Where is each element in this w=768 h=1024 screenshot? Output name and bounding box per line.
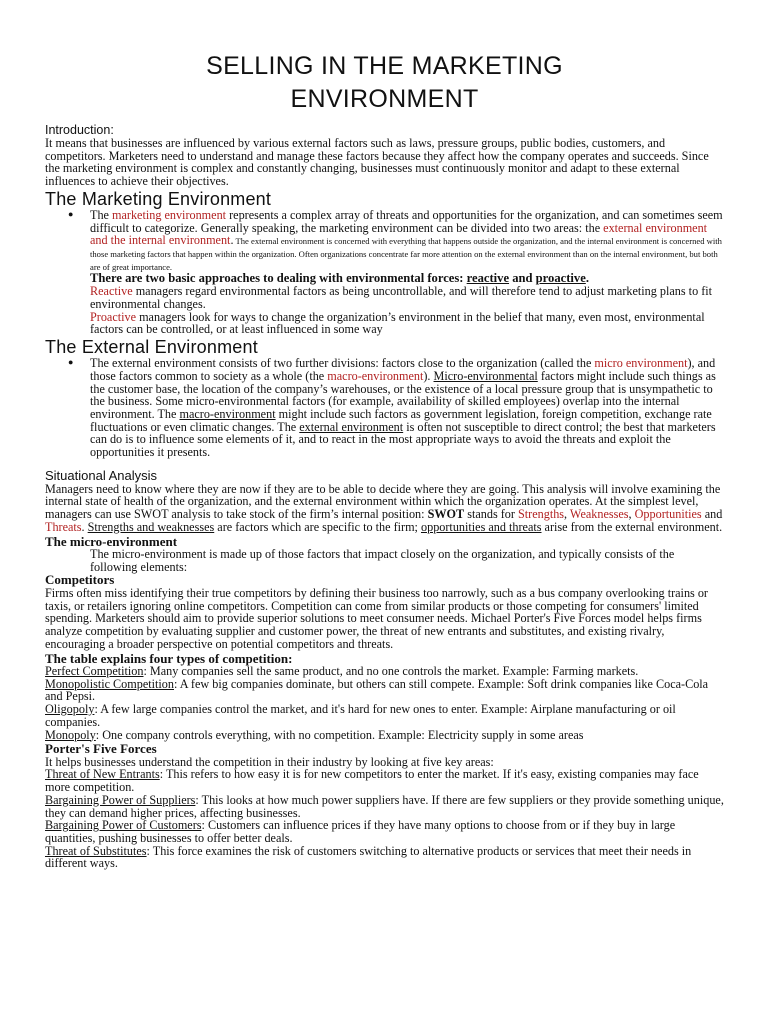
macro-environment-term: macro-environment — [179, 406, 276, 421]
external-environment-term: external environment — [299, 419, 404, 434]
force-term: Threat of New Entrants — [45, 767, 160, 782]
text-span: . — [585, 271, 589, 286]
five-forces-intro: It helps businesses understand the competition in their industry by looking at five key areas: — [45, 754, 494, 769]
marketing-environment-text — [90, 209, 724, 273]
micro-environment-link[interactable]: micro environment — [594, 356, 688, 371]
text-span: ). — [423, 368, 434, 383]
reactive-label: Reactive — [90, 284, 133, 299]
reactive-text — [90, 285, 724, 310]
opportunities-threats-term: opportunities and threats — [421, 519, 542, 534]
opportunities-term: Opportunities — [634, 507, 702, 522]
swot-term: SWOT — [427, 507, 465, 522]
five-forces-list — [45, 768, 724, 870]
five-forces-heading: Porter's Five Forces — [45, 741, 157, 757]
list-item — [45, 768, 724, 793]
list-item — [45, 794, 724, 819]
intro-heading: Introduction: — [45, 123, 114, 137]
competition-term: Oligopoly — [45, 702, 95, 717]
macro-environment-link[interactable]: macro-environment — [327, 368, 424, 383]
list-item — [45, 845, 724, 870]
text-span: might include such factors as government legislation, foreign competition, exchange rate fluctuations or even climatic changes. The — [90, 406, 712, 434]
situational-analysis-heading: Situational Analysis — [45, 467, 158, 483]
text-span: represents a complex array of threats and opportunities for the organization, and can sometimes seem difficult to categorize. Generally speaking, the marketing environment can be divided into two areas: the — [90, 207, 723, 235]
text-span: There are two basic approaches to dealing with environmental forces: — [90, 271, 467, 286]
strengths-term: Strengths — [518, 507, 565, 522]
text-span: arise from the external environment. — [541, 519, 723, 534]
text-span: factors might include such things as the customer base, the location of the company’s warehouses, or the existence of a local pressure group that is unsympathetic to the business. Some micro-environmental factors (for example, availability of skilled employees) overlap into the internal environment. The — [90, 368, 716, 421]
text-span: The — [90, 207, 112, 222]
force-term: Bargaining Power of Customers — [45, 818, 202, 833]
text-span: : Many companies sell the same product, and no one controls the market. Example: Farming markets. — [143, 664, 639, 678]
micro-environment-heading: The micro-environment — [45, 533, 178, 549]
text-span: ), and those factors common to society as a whole (the — [90, 356, 716, 383]
text-span: managers regard environmental factors as being uncontrollable, and will therefore tend to adjust marketing plans to fit environmental changes. — [90, 284, 713, 312]
text-span: : A few big companies dominate, but others can still compete. Example: Soft drink companies like Coca-Cola and Pepsi. — [45, 676, 709, 704]
situational-analysis-text — [45, 483, 724, 534]
competitors-text: Firms often miss identifying their true competitors by defining their business too narrowly, such as a bus company overlooking trains or taxis, or retailers ignoring online competitors. Competition can come from similar products or those competing for consumers' limited spending. Marketers should aim to provide superior solutions to meet consumer needs. Michael Porter's Five Forces model helps firms analyze competition by evaluating supplier and customer power, the threat of new entrants and substitutes, and existing rivalry, encouraging a broader perspective on potential competitors and threats. — [45, 585, 708, 651]
text-span: : This refers to how easy it is for new competitors to enter the market. If it's easy, existing companies may face more competition. — [45, 767, 699, 795]
text-span: , — [564, 507, 570, 522]
text-span: . — [81, 519, 88, 534]
weaknesses-term: Weaknesses — [569, 507, 629, 522]
document-title — [45, 0, 724, 116]
text-span: : Customers can influence prices if they have many options to choose from or if they buy in large quantities, pushing businesses to offer better deals. — [45, 818, 676, 845]
list-item — [45, 819, 724, 844]
competitors-heading: Competitors — [45, 572, 115, 588]
competition-types-list — [45, 665, 724, 741]
marketing-environment-item — [90, 209, 724, 336]
text-span: are factors which are specific to the firm; — [214, 519, 421, 534]
text-span: . — [230, 233, 234, 248]
micro-environmental-term: Micro-environmental — [433, 368, 538, 383]
list-item — [45, 703, 724, 728]
external-environment-text — [90, 357, 724, 459]
force-term: Bargaining Power of Suppliers — [45, 792, 196, 807]
competition-types-heading: The table explains four types of competition: — [45, 650, 293, 666]
text-span: : A few large companies control the market, and it's hard for new ones to enter. Example: Airplane manufacturing or oil companies. — [45, 702, 676, 729]
marketing-environment-link[interactable]: marketing environment — [112, 207, 227, 222]
threats-term: Threats — [45, 519, 82, 534]
marketing-environment-list — [45, 209, 724, 336]
proactive-text — [90, 311, 724, 336]
force-term: Threat of Substitutes — [45, 843, 147, 858]
external-environment-item — [90, 357, 724, 459]
text-span: , — [628, 507, 635, 522]
proactive-label: Proactive — [90, 309, 137, 324]
competition-term: Perfect Competition — [45, 664, 144, 678]
text-span: The external environment consists of two further divisions: factors close to the organization (called the — [90, 356, 595, 371]
text-span: Managers need to know where they are now if they are to be able to decide where they are going. This analysis will involve examining the internal state of health of the organization, and the external environment within which the organization operates. At the simplest level, managers can use SWOT analysis to take stock of the firm’s internal position: — [45, 481, 721, 522]
text-span: stands for — [464, 507, 518, 522]
proactive-term: proactive — [535, 271, 586, 286]
competition-term: Monopoly — [45, 727, 96, 742]
text-span: : This looks at how much power suppliers have. If there are few suppliers or they provide something unique, they can demand higher prices, affecting businesses. — [45, 792, 724, 820]
micro-environment-text: The micro-environment is made up of those factors that impact closely on the organization, and typically consists of the following elements: — [90, 547, 675, 574]
text-span: is often not susceptible to direct control; the best that marketers can do is to influence some elements of it, and to react in the most appropriate ways to avoid the threats and exploit the opportunities it presents. — [90, 419, 716, 460]
strengths-weaknesses-term: Strengths and weaknesses — [87, 519, 215, 534]
external-internal-link[interactable]: external environment and the internal environment — [90, 220, 708, 248]
text-span: : This force examines the risk of customers switching to alternative products or services that meet their needs in different ways. — [45, 843, 692, 871]
text-span: and — [509, 271, 536, 286]
text-span: : One company controls everything, with no competition. Example: Electricity supply in some areas — [95, 727, 584, 742]
external-environment-list — [45, 357, 724, 459]
list-item — [45, 729, 724, 742]
external-environment-heading: The External Environment — [45, 337, 258, 358]
text-span: managers look for ways to change the organization’s environment in the belief that many, even most, environmental factors can be controlled, or at least influenced in some way — [90, 309, 705, 337]
competition-term: Monopolistic Competition — [45, 676, 174, 691]
small-note: The external environment is concerned with everything that happens outside the organization, and the internal environment is concerned with those marketing factors that happen within the organization. Often organizations concentrate far more attention on the external environment than on the internal environment, but both are of great importance. — [90, 236, 722, 272]
reactive-term: reactive — [466, 271, 510, 286]
list-item — [45, 678, 724, 703]
intro-text: It means that businesses are influenced by various external factors such as laws, pressure groups, public bodies, customers, and competitors. Marketers need to understand and manage these factors because they affect how the company operates and succeeds. Since the marketing environment is complex and constantly changing, businesses must continuously monitor and adapt to these external influences to achieve their objectives. — [45, 136, 709, 189]
text-span: and — [701, 507, 723, 522]
marketing-environment-heading: The Marketing Environment — [45, 188, 272, 209]
title-line-2: ENVIRONMENT — [290, 85, 479, 113]
title-line-1: SELLING IN THE MARKETING — [206, 52, 563, 80]
